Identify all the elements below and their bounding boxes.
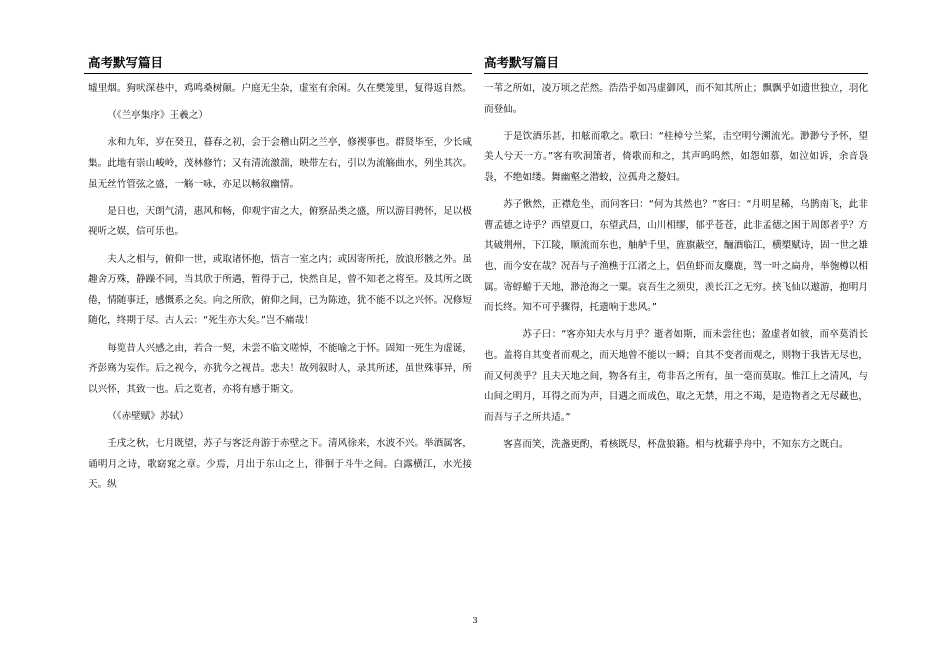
right-page-heading: 高考默写篇目 <box>484 54 868 74</box>
paragraph: 每览昔人兴感之由，若合一契，未尝不临文嗟悼，不能喻之于怀。固知一死生为虚诞，齐彭殇为妄作。后之视今，亦犹今之视昔。悲夫！故列叙时人，录其所述，虽世殊事异，所以兴怀，其致一也。后之览者，亦将有感于斯文。 <box>88 342 472 395</box>
left-page-heading: 高考默写篇目 <box>84 54 472 74</box>
paragraph: 是日也，天朗气清，惠风和畅，仰观宇宙之大，俯察品类之盛，所以游目骋怀，足以极视听之娱，信可乐也。 <box>88 205 472 238</box>
paragraph: 壬戌之秋，七月既望，苏子与客泛舟游于赤壁之下。清风徐来，水波不兴。举酒属客，诵明月之诗，歌窈窕之章。少焉，月出于东山之上，徘徊于斗牛之间。白露横江，水光接天。纵 <box>88 438 472 491</box>
right-column <box>484 54 868 462</box>
paragraph: （《兰亭集序》王羲之） <box>107 110 208 122</box>
paragraph: （《赤壁赋》苏轼） <box>107 410 189 422</box>
paragraph: 苏子曰：“客亦知夫水与月乎？逝者如斯，而未尝往也；盈虚者如彼，而卒莫消长也。盖将自其变者而观之，而天地曾不能以一瞬；自其不变者而观之，则物于我皆无尽也，而又何羡乎？且夫天地之间，物各有主，苟非吾之所有，虽一毫而莫取。惟江上之清风，与山间之明月，耳得之而为声，目遇之而成色，取之无禁，用之不竭，是造物者之无尽藏也，而吾与子之所共适。” <box>484 329 868 423</box>
paragraph: 墟里烟。狗吠深巷中，鸡鸣桑树颠。户庭无尘杂，虚室有余闲。久在樊笼里，复得返自然。 <box>88 83 472 94</box>
paragraph: 夫人之相与，俯仰一世，或取诸怀抱，悟言一室之内；或因寄所托，放浪形骸之外。虽趣舍万殊，静躁不同，当其欣于所遇，暂得于己，快然自足，曾不知老之将至。及其所之既倦，情随事迁，感慨系之矣。向之所欣，俯仰之间，已为陈迹，犹不能不以之兴怀。况修短随化，终期于尽。古人云：“死生亦大矣。”岂不痛哉！ <box>88 253 472 327</box>
paragraph: 苏子愀然，正襟危坐，而问客曰：“何为其然也？”客曰：“月明星稀，乌鹊南飞，此非曹孟德之诗乎？西望夏口，东望武昌，山川相缪，郁乎苍苍，此非孟德之困于周郎者乎？方其破荆州，下江陵，顺流而东也，舳舻千里，旌旗蔽空，酾酒临江，横槊赋诗，固一世之雄也，而今安在哉？况吾与子渔樵于江渚之上，侣鱼虾而友麋鹿，驾一叶之扁舟，举匏樽以相属。寄蜉蝣于天地，渺沧海之一粟。哀吾生之须臾，羡长江之无穷。挟飞仙以遨游，抱明月而长终。知不可乎骤得，托遗响于悲风。” <box>484 199 868 314</box>
paragraph: 一苇之所如，凌万顷之茫然。浩浩乎如冯虚御风，而不知其所止；飘飘乎如遗世独立，羽化而登仙。 <box>484 83 868 115</box>
paragraph: 于是饮酒乐甚，扣舷而歌之。歌曰：“桂棹兮兰桨，击空明兮溯流光。渺渺兮予怀，望美人兮天一方。”客有吹洞箫者，倚歌而和之，其声呜呜然，如怨如慕，如泣如诉，余音袅袅，不绝如缕。舞幽壑之潜蛟，泣孤舟之嫠妇。 <box>484 130 868 183</box>
left-body <box>88 79 472 496</box>
left-column <box>88 54 472 502</box>
page-number: 3 <box>472 616 478 625</box>
paragraph: 永和九年，岁在癸丑，暮春之初，会于会稽山阴之兰亭，修禊事也。群贤毕至，少长咸集。此地有崇山峻岭，茂林修竹；又有清流激湍，映带左右，引以为流觞曲水，列坐其次。虽无丝竹管弦之盛，一觞一咏，亦足以畅叙幽情。 <box>88 137 472 190</box>
paragraph: 客喜而笑，洗盏更酌，肴核既尽，杯盘狼籍。相与枕藉乎舟中，不知东方之既白。 <box>503 438 849 450</box>
right-body <box>484 79 868 455</box>
